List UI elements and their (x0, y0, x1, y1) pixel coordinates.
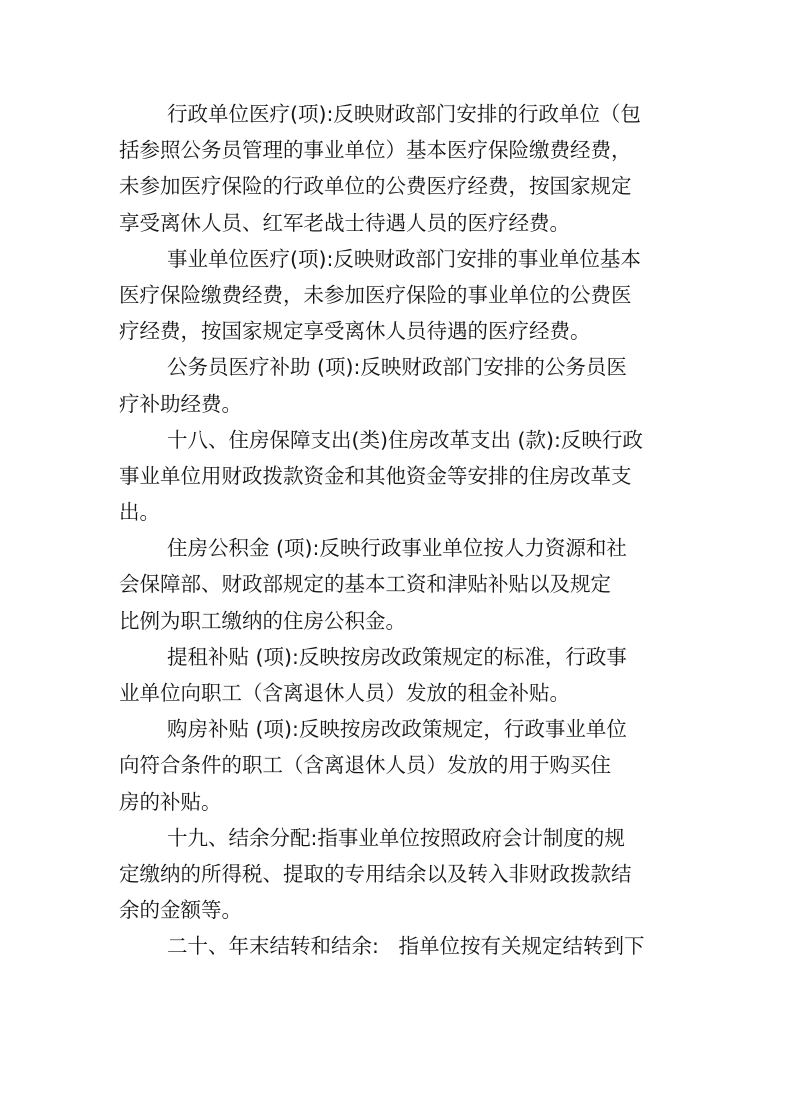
text-line: 括参照公务员管理的事业单位）基本医疗保险缴费经费， (119, 138, 632, 163)
text-line: 购房补贴 (项):反映按房改政策规定，行政事业单位 (167, 717, 627, 742)
text-line: 事业单位医疗(项):反映财政部门安排的事业单位基本 (167, 246, 641, 271)
text-line: 医疗保险缴费经费，未参加医疗保险的事业单位的公费医 (119, 282, 632, 307)
text-line: 十九、结余分配:指事业单位按照政府会计制度的规 (167, 825, 625, 850)
text-line: 十八、住房保障支出(类)住房改革支出 (款):反映行政 (167, 427, 643, 452)
text-line: 余的金额等。 (119, 898, 242, 923)
text-line: 事业单位用财政拨款资金和其他资金等安排的住房改革支 (119, 463, 632, 488)
paragraph-housing-reform (119, 422, 679, 531)
document-body (119, 96, 679, 965)
text-line: 业单位向职工（含离退休人员）发放的租金补贴。 (119, 681, 570, 705)
paragraph-housing-provident-fund (119, 530, 679, 639)
text-line: 向符合条件的职工（含离退休人员）发放的用于购买住 (119, 753, 611, 778)
text-line: 疗经费，按国家规定享受离休人员待遇的医疗经费。 (119, 319, 591, 344)
text-line: 比例为职工缴纳的住房公积金。 (119, 608, 406, 633)
paragraph-surplus-distribution (119, 820, 679, 929)
text-line: 住房公积金 (项):反映行政事业单位按人力资源和社 (167, 536, 627, 561)
text-line: 房的补贴。 (119, 789, 222, 814)
text-line: 定缴纳的所得税、提取的专用结余以及转入非财政拨款结 (119, 861, 632, 886)
paragraph-house-purchase-subsidy (119, 711, 679, 820)
text-line: 未参加医疗保险的行政单位的公费医疗经费，按国家规定 (119, 174, 632, 199)
paragraph-rent-subsidy (119, 639, 679, 711)
text-line: 会保障部、财政部规定的基本工资和津贴补贴以及规定 (119, 572, 611, 597)
paragraph-year-end-carryover (119, 928, 679, 964)
text-line: 二十、年末结转和结余: 指单位按有关规定结转到下 (167, 934, 645, 959)
paragraph-administrative-medical (119, 96, 679, 241)
text-line: 提租补贴 (项):反映按房改政策规定的标准，行政事 (167, 644, 627, 669)
text-line: 享受离休人员、红军老战士待遇人员的医疗经费。 (119, 210, 570, 235)
text-line: 疗补助经费。 (119, 391, 242, 416)
text-line: 行政单位医疗(项):反映财政部门安排的行政单位（包 (167, 102, 641, 126)
text-line: 出。 (119, 500, 160, 525)
paragraph-civil-servant-medical-subsidy (119, 349, 679, 421)
text-line: 公务员医疗补助 (项):反映财政部门安排的公务员医 (167, 355, 627, 380)
paragraph-institution-medical (119, 241, 679, 350)
